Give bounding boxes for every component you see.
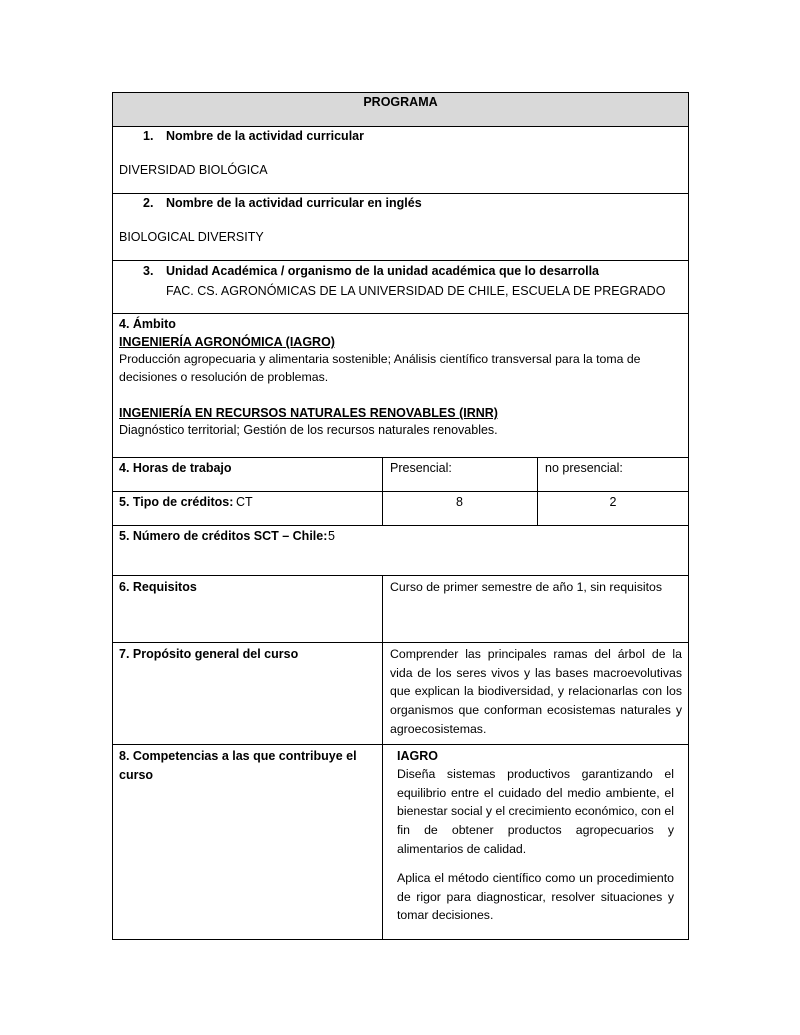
tipo-presencial-value: 8	[456, 495, 463, 509]
proposito-label: 7. Propósito general del curso	[119, 647, 299, 661]
section-3-value: FAC. CS. AGRONÓMICAS DE LA UNIVERSIDAD DE CHILE, ESCUELA DE PREGRADO	[166, 284, 666, 298]
section-1-number: 1.	[143, 129, 154, 143]
tipo-no-presencial-value: 2	[609, 495, 617, 509]
competencias-heading: IAGRO	[397, 749, 438, 763]
requisitos-label: 6. Requisitos	[119, 580, 197, 594]
sct-value: 5	[328, 529, 335, 543]
section-3-number: 3.	[143, 264, 154, 278]
section-3-title: Unidad Académica / organismo de la unidad académica que lo desarrolla	[166, 264, 600, 278]
irnr-line-1: Diagnóstico territorial; Gestión de los recursos naturales renovables.	[119, 423, 498, 437]
iagro-line-2: decisiones o resolución de problemas.	[119, 370, 329, 384]
horas-label: 4. Horas de trabajo	[119, 461, 232, 475]
section-1-title: Nombre de la actividad curricular	[166, 129, 364, 143]
competencias-label-line-1: 8. Competencias a las que contribuye el	[119, 749, 357, 763]
irnr-heading: INGENIERÍA EN RECURSOS NATURALES RENOVABLES (IRNR)	[119, 406, 498, 420]
iagro-heading: INGENIERÍA AGRONÓMICA (IAGRO)	[119, 335, 335, 349]
proposito-divider	[382, 643, 383, 745]
section-4-title: 4. Ámbito	[119, 317, 176, 331]
horas-no-presencial-label: no presencial:	[545, 461, 623, 475]
requisitos-value: Curso de primer semestre de año 1, sin requisitos	[390, 580, 663, 594]
tipo-creditos-value: CT	[236, 495, 253, 509]
section-2-number: 2.	[143, 196, 154, 210]
competencias-paragraph-1: Diseña sistemas productivos garantizando el equilibrio entre el cuidado del medio ambiente, el bienestar social y el crecimiento económico, con el fin de obtener productos agropecuarios y alimentarios de calidad.	[397, 767, 674, 856]
horas-divider-1	[382, 458, 383, 492]
requisitos-divider	[382, 576, 383, 643]
section-2-value: BIOLOGICAL DIVERSITY	[119, 230, 264, 244]
competencias-divider	[382, 745, 383, 940]
section-2-title: Nombre de la actividad curricular en inglés	[166, 196, 422, 210]
proposito-text: Comprender las principales ramas del árbol de la vida de los seres vivos y las bases macroevolutivas que explican la biodiversidad, y relacionarlas con los organismos que conforman ecosistemas naturales y agroecosistemas.	[390, 647, 682, 736]
sct-label: 5. Número de créditos SCT – Chile:	[119, 529, 328, 543]
iagro-line-1: Producción agropecuaria y alimentaria sostenible; Análisis científico transversal para la toma de	[119, 352, 641, 366]
horas-divider-2	[537, 458, 538, 492]
page-title: PROGRAMA	[363, 95, 438, 109]
tipo-creditos-label: 5. Tipo de créditos:	[119, 495, 234, 509]
competencias-label-line-2: curso	[119, 768, 154, 782]
section-1-value: DIVERSIDAD BIOLÓGICA	[119, 163, 268, 177]
competencias-paragraph-2: Aplica el método científico como un procedimiento de rigor para diagnosticar, resolver situaciones y tomar decisiones.	[397, 871, 674, 923]
horas-presencial-label: Presencial:	[390, 461, 452, 475]
